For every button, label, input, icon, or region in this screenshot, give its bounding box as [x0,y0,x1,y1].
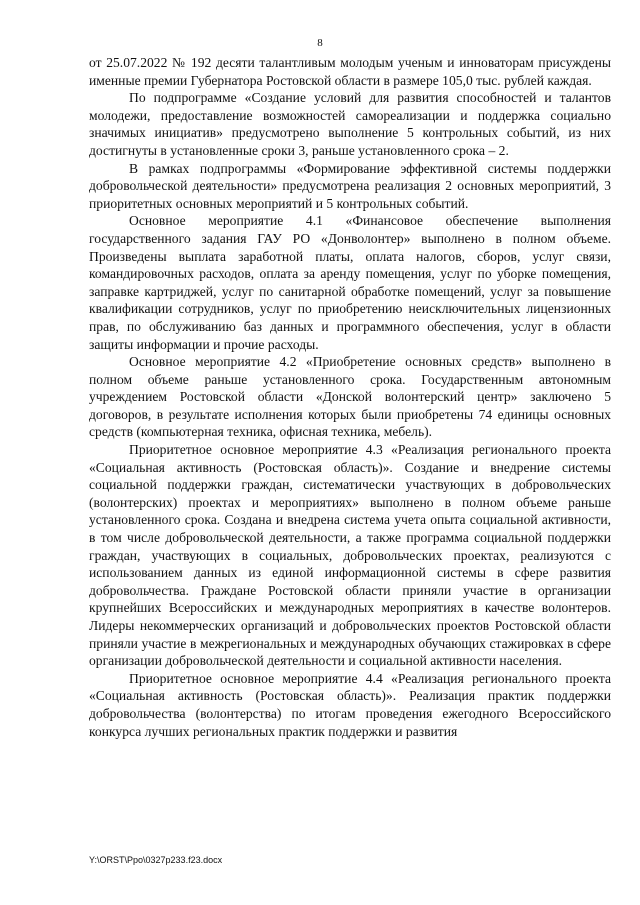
footer-file-path: Y:\ORST\Ppo\0327p233.f23.docx [89,855,223,865]
paragraph-talents-subprogram: По подпрограмме «Создание условий для развития способностей и талантов молодежи, предоставление возможностей самореализации и поддержка социально значимых инициатив» предусмотрено выполнение 5 контрольных событий, из них достигнуты в установленные сроки 3, раньше установленного срока – 2. [89,90,611,158]
page-number: 8 [317,37,323,49]
paragraph-volunteer-subprogram: В рамках подпрограммы «Формирование эффективной системы поддержки добровольческой деятельности» предусмотрена реализация 2 основных мероприятий, 3 приоритетных основных мероприятий и 5 контрольных событий. [89,160,611,211]
document-body [89,54,611,740]
paragraph-continuation: от 25.07.2022 № 192 десяти талантливым молодым ученым и инноваторам присуждены именные премии Губернатора Ростовской области в размере 105,0 тыс. рублей каждая. [89,55,611,88]
paragraph-measure-4-1: Основное мероприятие 4.1 «Финансовое обеспечение выполнения государственного задания ГАУ РО «Донволонтер» выполнено в полном объеме. Произведены выплата заработной платы, оплата налогов, сборов, услуг связи, командировочных расходов, оплата за аренду помещения, услуг по уборке помещения, заправке картриджей, услуг по санитарной обработке помещений, услуг за повышение квалификации сотрудников, услуг по приобретению неисключительных лицензионных прав, по обслуживанию баз данных и программного обеспечения, услуг в области защиты информации и прочие расходы. [89,213,611,352]
paragraph-measure-4-4: Приоритетное основное мероприятие 4.4 «Реализация регионального проекта «Социальная активность (Ростовская область)». Реализация практик поддержки добровольчества (волонтерства) по итогам проведения ежегодного Всероссийского конкурса лучших региональных практик поддержки и развития [89,670,611,739]
paragraph-measure-4-2: Основное мероприятие 4.2 «Приобретение основных средств» выполнено в полном объеме раньше установленного срока. Государственным автономным учреждением Ростовской области «Донской волонтерский центр» заключено 5 договоров, в результате исполнения которых были приобретены 74 единицы основных средств (компьютерная техника, офисная техника, мебель). [89,354,611,440]
paragraph-measure-4-3: Приоритетное основное мероприятие 4.3 «Реализация регионального проекта «Социальная активность (Ростовская область)». Создание и внедрение системы социальной поддержки граждан, систематически участвующих в добровольческих (волонтерских) проектах и мероприятиях» выполнено в полном объеме раньше установленного срока. Создана и внедрена система учета опыта социальной активности, в том числе добровольческой деятельности, а также программа социальной поддержки граждан, участвующих в социальных, добровольческих проектах, реализуются с использованием данных из единой информационной системы в сфере развития добровольчества. Граждане Ростовской области приняли участие в организации крупнейших Всероссийских и международных мероприятиях в качестве волонтеров. Лидеры некоммерческих организаций и добровольческих проектов Ростовской области приняли участие в межрегиональных и международных обучающих стажировках в сфере организации добровольческой деятельности и социальной активности населения. [89,442,611,669]
